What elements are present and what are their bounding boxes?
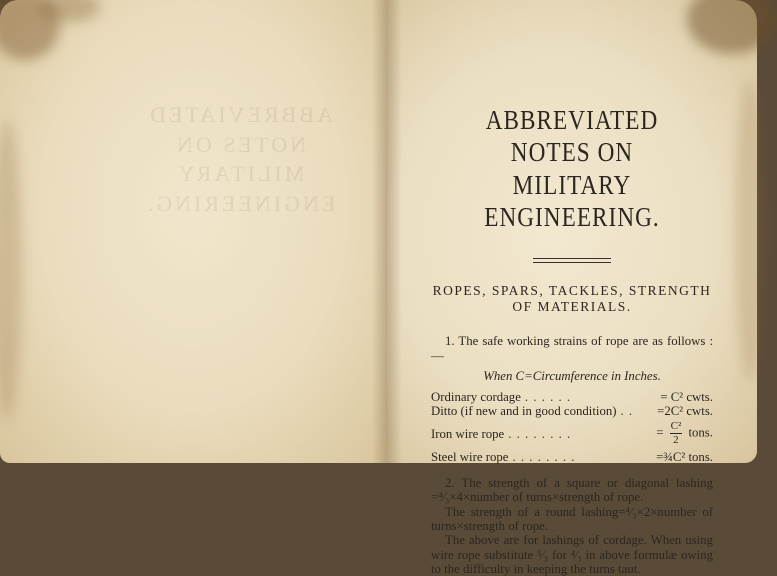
leader-dots: . . <box>620 403 634 418</box>
rope-label: Ditto (if new and in good condition) <box>431 403 617 418</box>
rope-value: = C² cwts. <box>660 389 713 404</box>
value-prefix: = <box>656 425 664 440</box>
rope-label: Iron wire rope <box>431 426 505 441</box>
when-line: When C=Circumference in Inches. <box>483 368 661 383</box>
paragraph-2a: 2. The strength of a square or diagonal lashing =⁴⁄₃×4×number of turns×strength of rope. <box>431 475 713 505</box>
stain-top-right <box>687 0 777 54</box>
ghost-line-2: MILITARY ENGINEERING. <box>144 161 336 217</box>
paragraph-1: 1. The safe working strains of rope are as follows :— <box>431 334 713 363</box>
leader-dots: . . . . . . <box>524 389 572 404</box>
leader-dots: . . . . . . . . <box>512 449 576 464</box>
left-page <box>0 0 387 463</box>
rope-value: =¾C² tons. <box>656 449 713 464</box>
value-suffix: tons. <box>688 425 713 440</box>
paragraph-2c: The above are for lashings of cordage. When using wire rope substitute ⁵⁄₃ for ⁴⁄₃ in above formulæ owing to the difficulty in keeping the turns taut. <box>431 533 713 576</box>
right-page <box>387 0 757 576</box>
stain-left-edge <box>0 120 22 420</box>
paragraph-2b: The strength of a round lashing=⁴⁄₃×2×number of turns×strength of rope. <box>431 504 713 533</box>
title-line-1: ABBREVIATED NOTES ON <box>485 105 659 168</box>
rope-row-steel-wire <box>431 450 713 464</box>
fraction-numerator: C² <box>670 420 682 433</box>
title-rule <box>533 258 611 263</box>
rope-value: =2C² cwts. <box>657 403 713 418</box>
title-line-2: MILITARY ENGINEERING. <box>484 169 660 233</box>
rope-label: Ordinary cordage <box>431 389 521 404</box>
rope-row-ordinary <box>431 390 713 404</box>
section-heading: ROPES, SPARS, TACKLES, STRENGTH OF MATERIALS. <box>432 282 712 315</box>
ghost-line-1: ABBREVIATED NOTES ON <box>147 102 333 157</box>
stain-right-edge <box>735 80 765 380</box>
fraction-denominator: 2 <box>673 434 679 447</box>
rope-value <box>656 421 713 446</box>
book-gutter <box>372 0 402 463</box>
rope-row-iron-wire <box>431 418 713 450</box>
page-title <box>451 104 694 234</box>
rope-table <box>431 390 713 464</box>
leader-dots: . . . . . . . . <box>508 426 572 441</box>
page-content <box>431 104 713 576</box>
rope-row-ditto <box>431 404 713 418</box>
rope-label: Steel wire rope <box>431 449 509 464</box>
fraction <box>670 421 683 446</box>
show-through-text <box>120 100 360 219</box>
